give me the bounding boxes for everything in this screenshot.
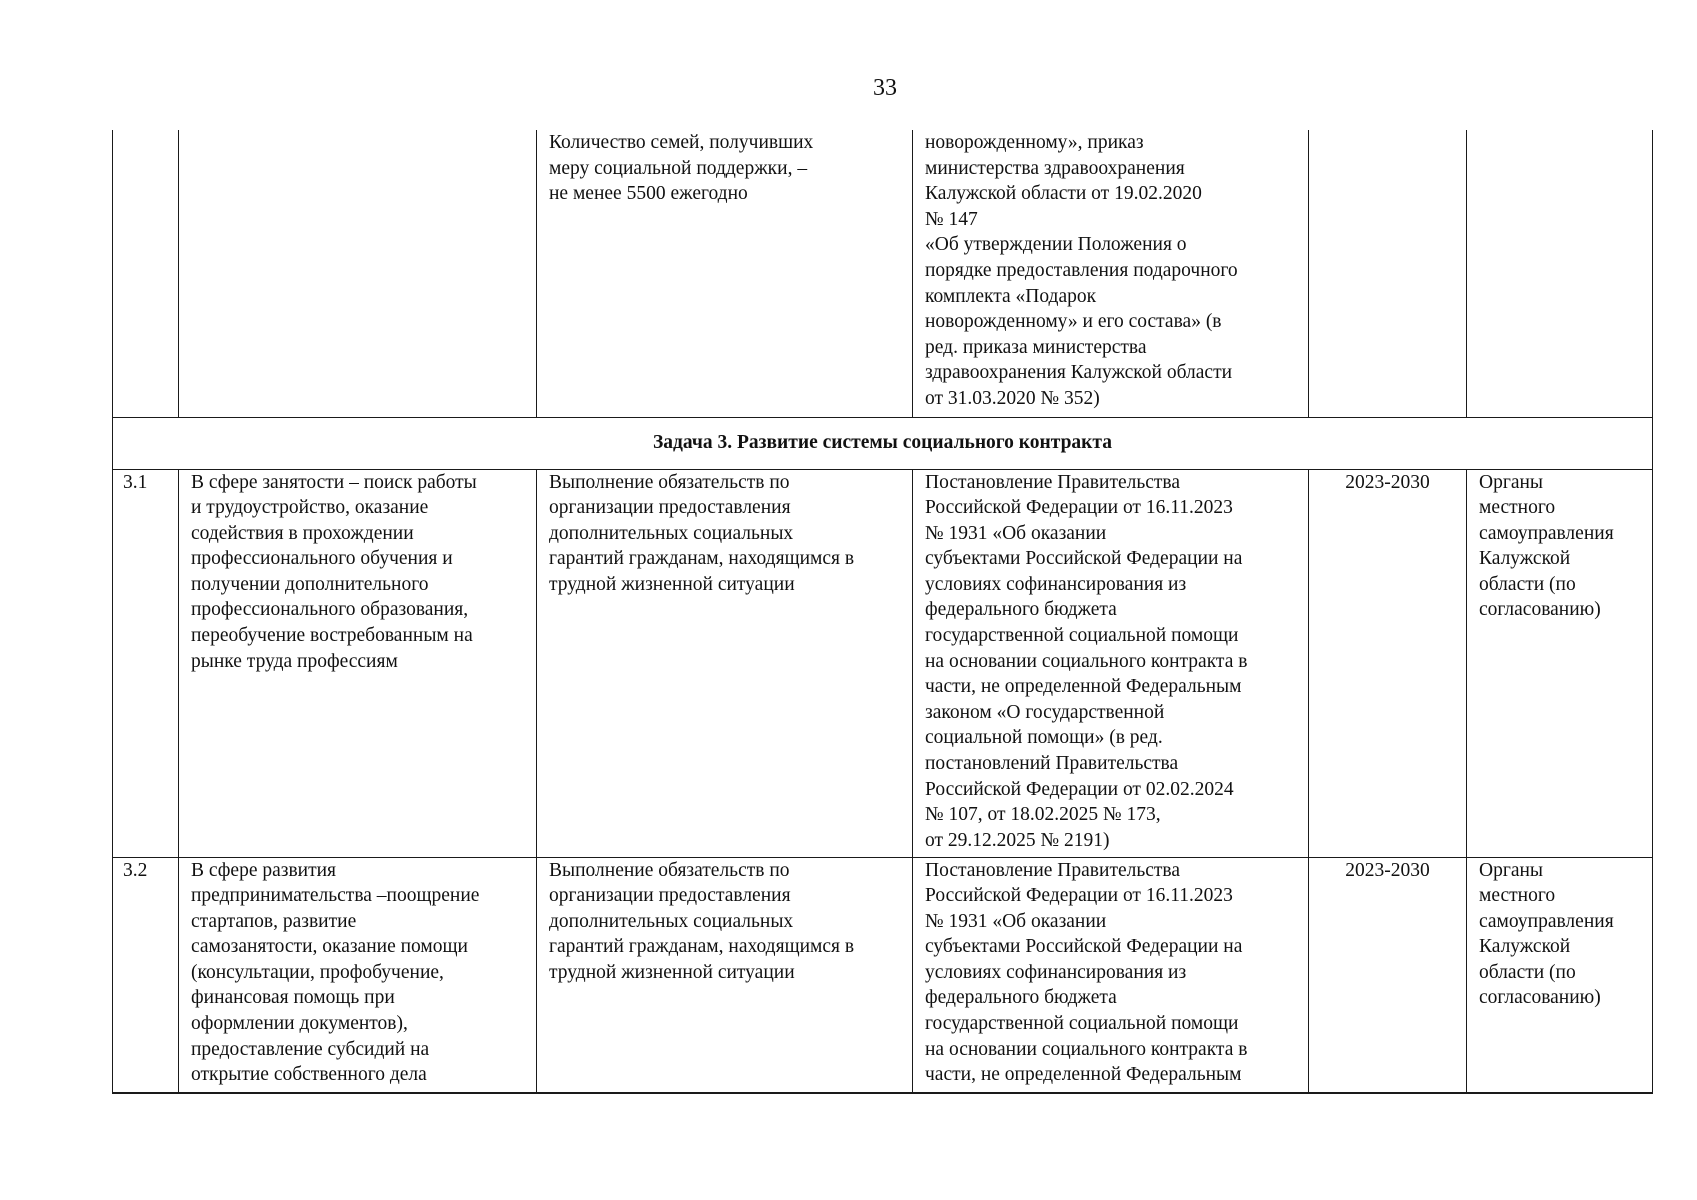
cell-indicator: Количество семей, получивших меру социальной поддержки, – не менее 5500 ежегодно: [537, 130, 913, 417]
cell-indicator: Выполнение обязательств по организации предоставления дополнительных социальных гарантий гражданам, находящимся в трудной жизненной ситуации: [537, 469, 913, 857]
cell-number: 3.1: [113, 469, 179, 857]
task-heading: Задача 3. Развитие системы социального контракта: [113, 417, 1653, 469]
cell-executor: Органы местного самоуправления Калужской области (по согласованию): [1467, 469, 1653, 857]
page-number: 33: [873, 75, 897, 101]
cell-legal-basis: новорожденному», приказ министерства здравоохранения Калужской области от 19.02.2020 № 147 «Об утверждении Положения о порядке предоставления подарочного комплекта «Подарок новорожденному» и его состава» (в ред. приказа министерства здравоохранения Калужской области от 31.03.2020 № 352): [913, 130, 1309, 417]
cell-area: В сфере занятости – поиск работы и трудоустройство, оказание содействия в прохождении профессионального обучения и получении дополнительного профессионального образования, переобучение востребованным на рынке труда профессиям: [179, 469, 537, 857]
cell-number: 3.2: [113, 857, 179, 1093]
cell-legal-basis: Постановление Правительства Российской Федерации от 16.11.2023 № 1931 «Об оказании субъектами Российской Федерации на условиях софинансирования из федерального бюджета государственной социальной помощи на основании социального контракта в части, не определенной Федеральным законом «О государственной социальной помощи» (в ред. постановлений Правительства Российской Федерации от 02.02.2024 № 107, от 18.02.2025 № 173, от 29.12.2025 № 2191): [913, 469, 1309, 857]
cell-area: В сфере развития предпринимательства –поощрение стартапов, развитие самозанятости, оказание помощи (консультации, профобучение, финансовая помощь при оформлении документов), предоставление субсидий на открытие собственного дела: [179, 857, 537, 1093]
cell-executor: Органы местного самоуправления Калужской области (по согласованию): [1467, 857, 1653, 1093]
table-row: [113, 469, 1653, 857]
cell-area: [179, 130, 537, 417]
table-row: [113, 857, 1653, 1093]
program-measures-table: [112, 130, 1653, 1094]
cell-period: [1309, 130, 1467, 417]
cell-executor: [1467, 130, 1653, 417]
task-heading-row: [113, 417, 1653, 469]
cell-period: 2023-2030: [1309, 857, 1467, 1093]
cell-number: [113, 130, 179, 417]
table-row-continuation: [113, 130, 1653, 417]
cell-indicator: Выполнение обязательств по организации предоставления дополнительных социальных гарантий гражданам, находящимся в трудной жизненной ситуации: [537, 857, 913, 1093]
cell-legal-basis: Постановление Правительства Российской Федерации от 16.11.2023 № 1931 «Об оказании субъектами Российской Федерации на условиях софинансирования из федерального бюджета государственной социальной помощи на основании социального контракта в части, не определенной Федеральным: [913, 857, 1309, 1093]
cell-period: 2023-2030: [1309, 469, 1467, 857]
